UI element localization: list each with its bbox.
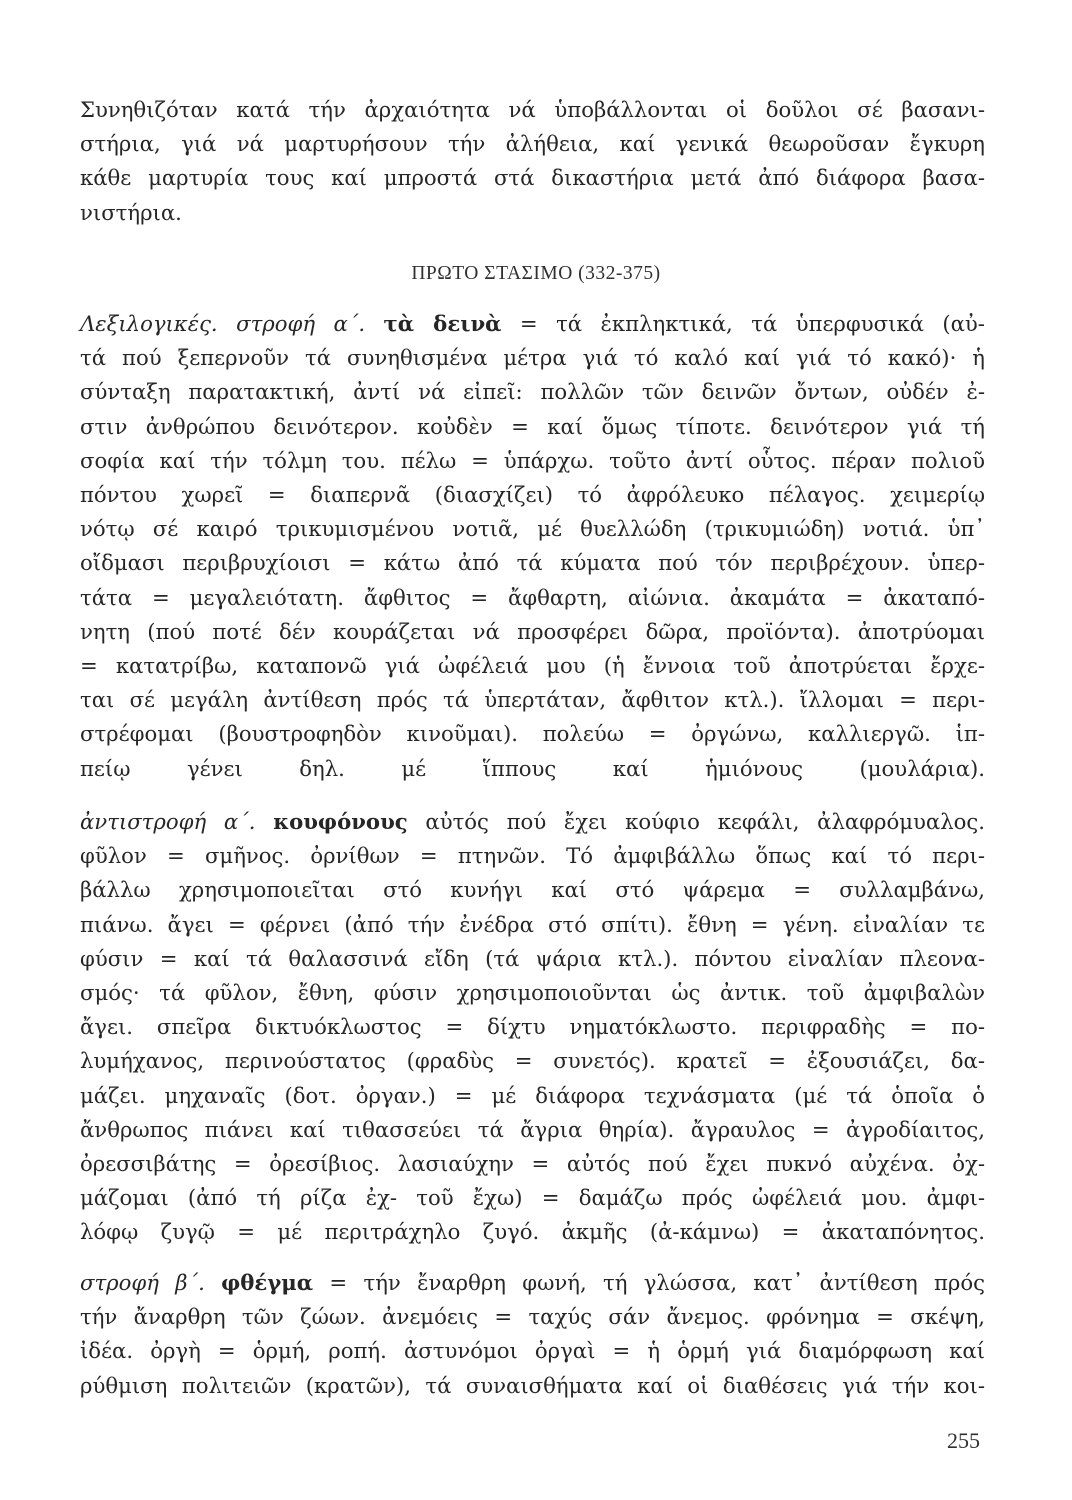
text-line: ἄγει. σπεῖρα δικτυόκλωστος = δίχτυ νηματόκλωστο. περιφραδὴς = πο- (80, 1014, 985, 1040)
text-line: φῦλον = σμῆνος. ὀρνίθων = πτηνῶν. Τό ἀμφιβάλλω ὅπως καί τό περι- (80, 843, 985, 869)
text-line: πιάνω. ἄγει = φέρνει (ἀπό τήν ἐνέδρα στό σπίτι). ἔθνη = γένη. εἰναλίαν τε (80, 911, 985, 937)
term: φθέγμα (221, 1270, 314, 1295)
text-line: ὀρεσσιβάτης = ὀρεσίβιος. λασιαύχην = αὐτός πού ἔχει πυκνό αὐχένα. ὀχ- (80, 1151, 985, 1177)
page-number: 255 (947, 1428, 980, 1453)
definition: = τήν ἔναρθρη φωνή, τή γλώσσα, κατ᾽ ἀντίθεση πρός (329, 1270, 985, 1295)
text-line: λόφῳ ζυγῷ = μέ περιτράχηλο ζυγό. ἀκμῆς (ἀ-κάμνω) = ἀκαταπόνητος. (80, 1219, 985, 1245)
text-line: πείῳ γένει δηλ. μέ ἵππους καί ἡμιόνους (μουλάρια). (80, 755, 985, 781)
text-line (80, 1266, 985, 1300)
text-line: πόντου χωρεῖ = διαπερνᾶ (διασχίζει) τό ἀφρόλευκο πέλαγος. χειμερίῳ (80, 482, 985, 508)
text-line: σμός· τά φῦλον, ἔθνη, φύσιν χρησιμοποιοῦνται ὡς ἀντικ. τοῦ ἀμφιβαλὼν (80, 980, 985, 1006)
text-line: βάλλω χρησιμοποιεῖται στό κυνήγι καί στό ψάρεμα = συλλαμβάνω, (80, 877, 985, 903)
text-line: φύσιν = καί τά θαλασσινά εἴδη (τά ψάρια κτλ.). πόντου εἰναλίαν πλεονα- (80, 945, 985, 971)
definition: = τά ἐκπληκτικά, τά ὑπερφυσικά (αὐ- (519, 311, 985, 336)
text-line: ρύθμιση πολιτειῶν (κρατῶν), τά συναισθήματα καί οἱ διαθέσεις γιά τήν κοι- (80, 1372, 985, 1398)
text-line: σοφία καί τήν τόλμη του. πέλω = ὑπάρχω. τοῦτο ἀντί οὗτος. πέραν πολιοῦ (80, 447, 985, 473)
text-line: τήν ἄναρθρη τῶν ζώων. ἀνεμόεις = ταχύς σάν ἄνεμος. φρόνημα = σκέψη, (80, 1304, 985, 1330)
term: κουφόνους (273, 809, 408, 834)
text-line: κάθε μαρτυρία τους καί μπροστά στά δικαστήρια μετά ἀπό διάφορα βασα- (80, 165, 985, 191)
text-line: Συνηθιζόταν κατά τήν ἀρχαιότητα νά ὑποβάλλονται οἱ δοῦλοι σέ βασανι- (80, 97, 985, 122)
antistrophe-a-paragraph (80, 805, 985, 1250)
text-line (80, 805, 985, 839)
text-line: στήρια, γιά νά μαρτυρήσουν τήν ἀλήθεια, καί γενικά θεωροῦσαν ἔγκυρη (80, 131, 985, 157)
text-line: οἴδμασι περιβρυχίοισι = κάτω ἀπό τά κύματα πού τόν περιβρέχουν. ὑπερ- (80, 550, 985, 576)
section-heading: ΠΡΩΤΟ ΣΤΑΣΙΜΟ (332-375) (411, 263, 661, 284)
section-label: Λεξιλογικές. στροφή α΄. (80, 311, 366, 336)
section-label: στροφή β΄. (80, 1270, 205, 1295)
text-line: τά πού ξεπερνοῦν τά συνηθισμένα μέτρα γιά τό καλό καί γιά τό κακό)· ἡ (80, 345, 985, 371)
text-line: = κατατρίβω, καταπονῶ γιά ὠφέλειά μου (ἡ ἔννοια τοῦ ἀποτρύεται ἔρχε- (80, 653, 985, 679)
text-line: νητη (πού ποτέ δέν κουράζεται νά προσφέρει δῶρα, προϊόντα). ἀποτρύομαι (80, 618, 985, 644)
text-line: ἄνθρωπος πιάνει καί τιθασσεύει τά ἄγρια θηρία). ἄγραυλος = ἀγροδίαιτος, (80, 1116, 985, 1142)
text-line: στιν ἀνθρώπου δεινότερον. κοὐδὲν = καί ὅμως τίποτε. δεινότερον γιά τή (80, 413, 985, 439)
text-line: ται σέ μεγάλη ἀντίθεση πρός τά ὑπερτάταν, ἄφθιτον κτλ.). ἴλλομαι = περι- (80, 687, 985, 713)
text-line: μάζει. μηχαναῖς (δοτ. ὀργαν.) = μέ διάφορα τεχνάσματα (μέ τά ὁποῖα ὁ (80, 1082, 985, 1108)
intro-paragraph (80, 93, 985, 230)
text-line: νότῳ σέ καιρό τρικυμισμένου νοτιᾶ, μέ θυελλώδη (τρικυμιώδη) νοτιά. ὑπ᾽ (80, 516, 985, 542)
text-line: τάτα = μεγαλειότατη. ἄφθιτος = ἄφθαρτη, αἰώνια. ἀκαμάτα = ἀκαταπό- (80, 584, 985, 610)
section-label: ἀντιστροφή α΄. (80, 809, 256, 834)
definition: αὐτός πού ἔχει κούφιο κεφάλι, ἀλαφρόμυαλος. (425, 809, 985, 834)
text-line: ἰδέα. ὀργὴ = ὁρμή, ροπή. ἀστυνόμοι ὀργαὶ = ἡ ὁρμή γιά διαμόρφωση καί (80, 1338, 985, 1364)
term: τὰ δεινὰ (383, 311, 502, 336)
text-line: μάζομαι (ἀπό τή ρίζα ἐχ- τοῦ ἔχω) = δαμάζω πρός ὠφέλειά μου. ἀμφι- (80, 1185, 985, 1211)
text-line (80, 307, 985, 341)
text-line: σύνταξη παρατακτική, ἀντί νά εἰπεῖ: πολλῶν τῶν δεινῶν ὄντων, οὐδέν ἐ- (80, 379, 985, 405)
strophe-b-paragraph (80, 1266, 985, 1403)
text-line: νιστήρια. (80, 199, 182, 225)
text-line: λυμήχανος, περινούστατος (φραδὺς = συνετός). κρατεῖ = ἐξουσιάζει, δα- (80, 1048, 985, 1074)
strophe-a-paragraph (80, 307, 985, 786)
text-line: στρέφομαι (βουστροφηδὸν κινοῦμαι). πολεύω = ὀργώνω, καλλιεργῶ. ἱπ- (80, 721, 985, 747)
